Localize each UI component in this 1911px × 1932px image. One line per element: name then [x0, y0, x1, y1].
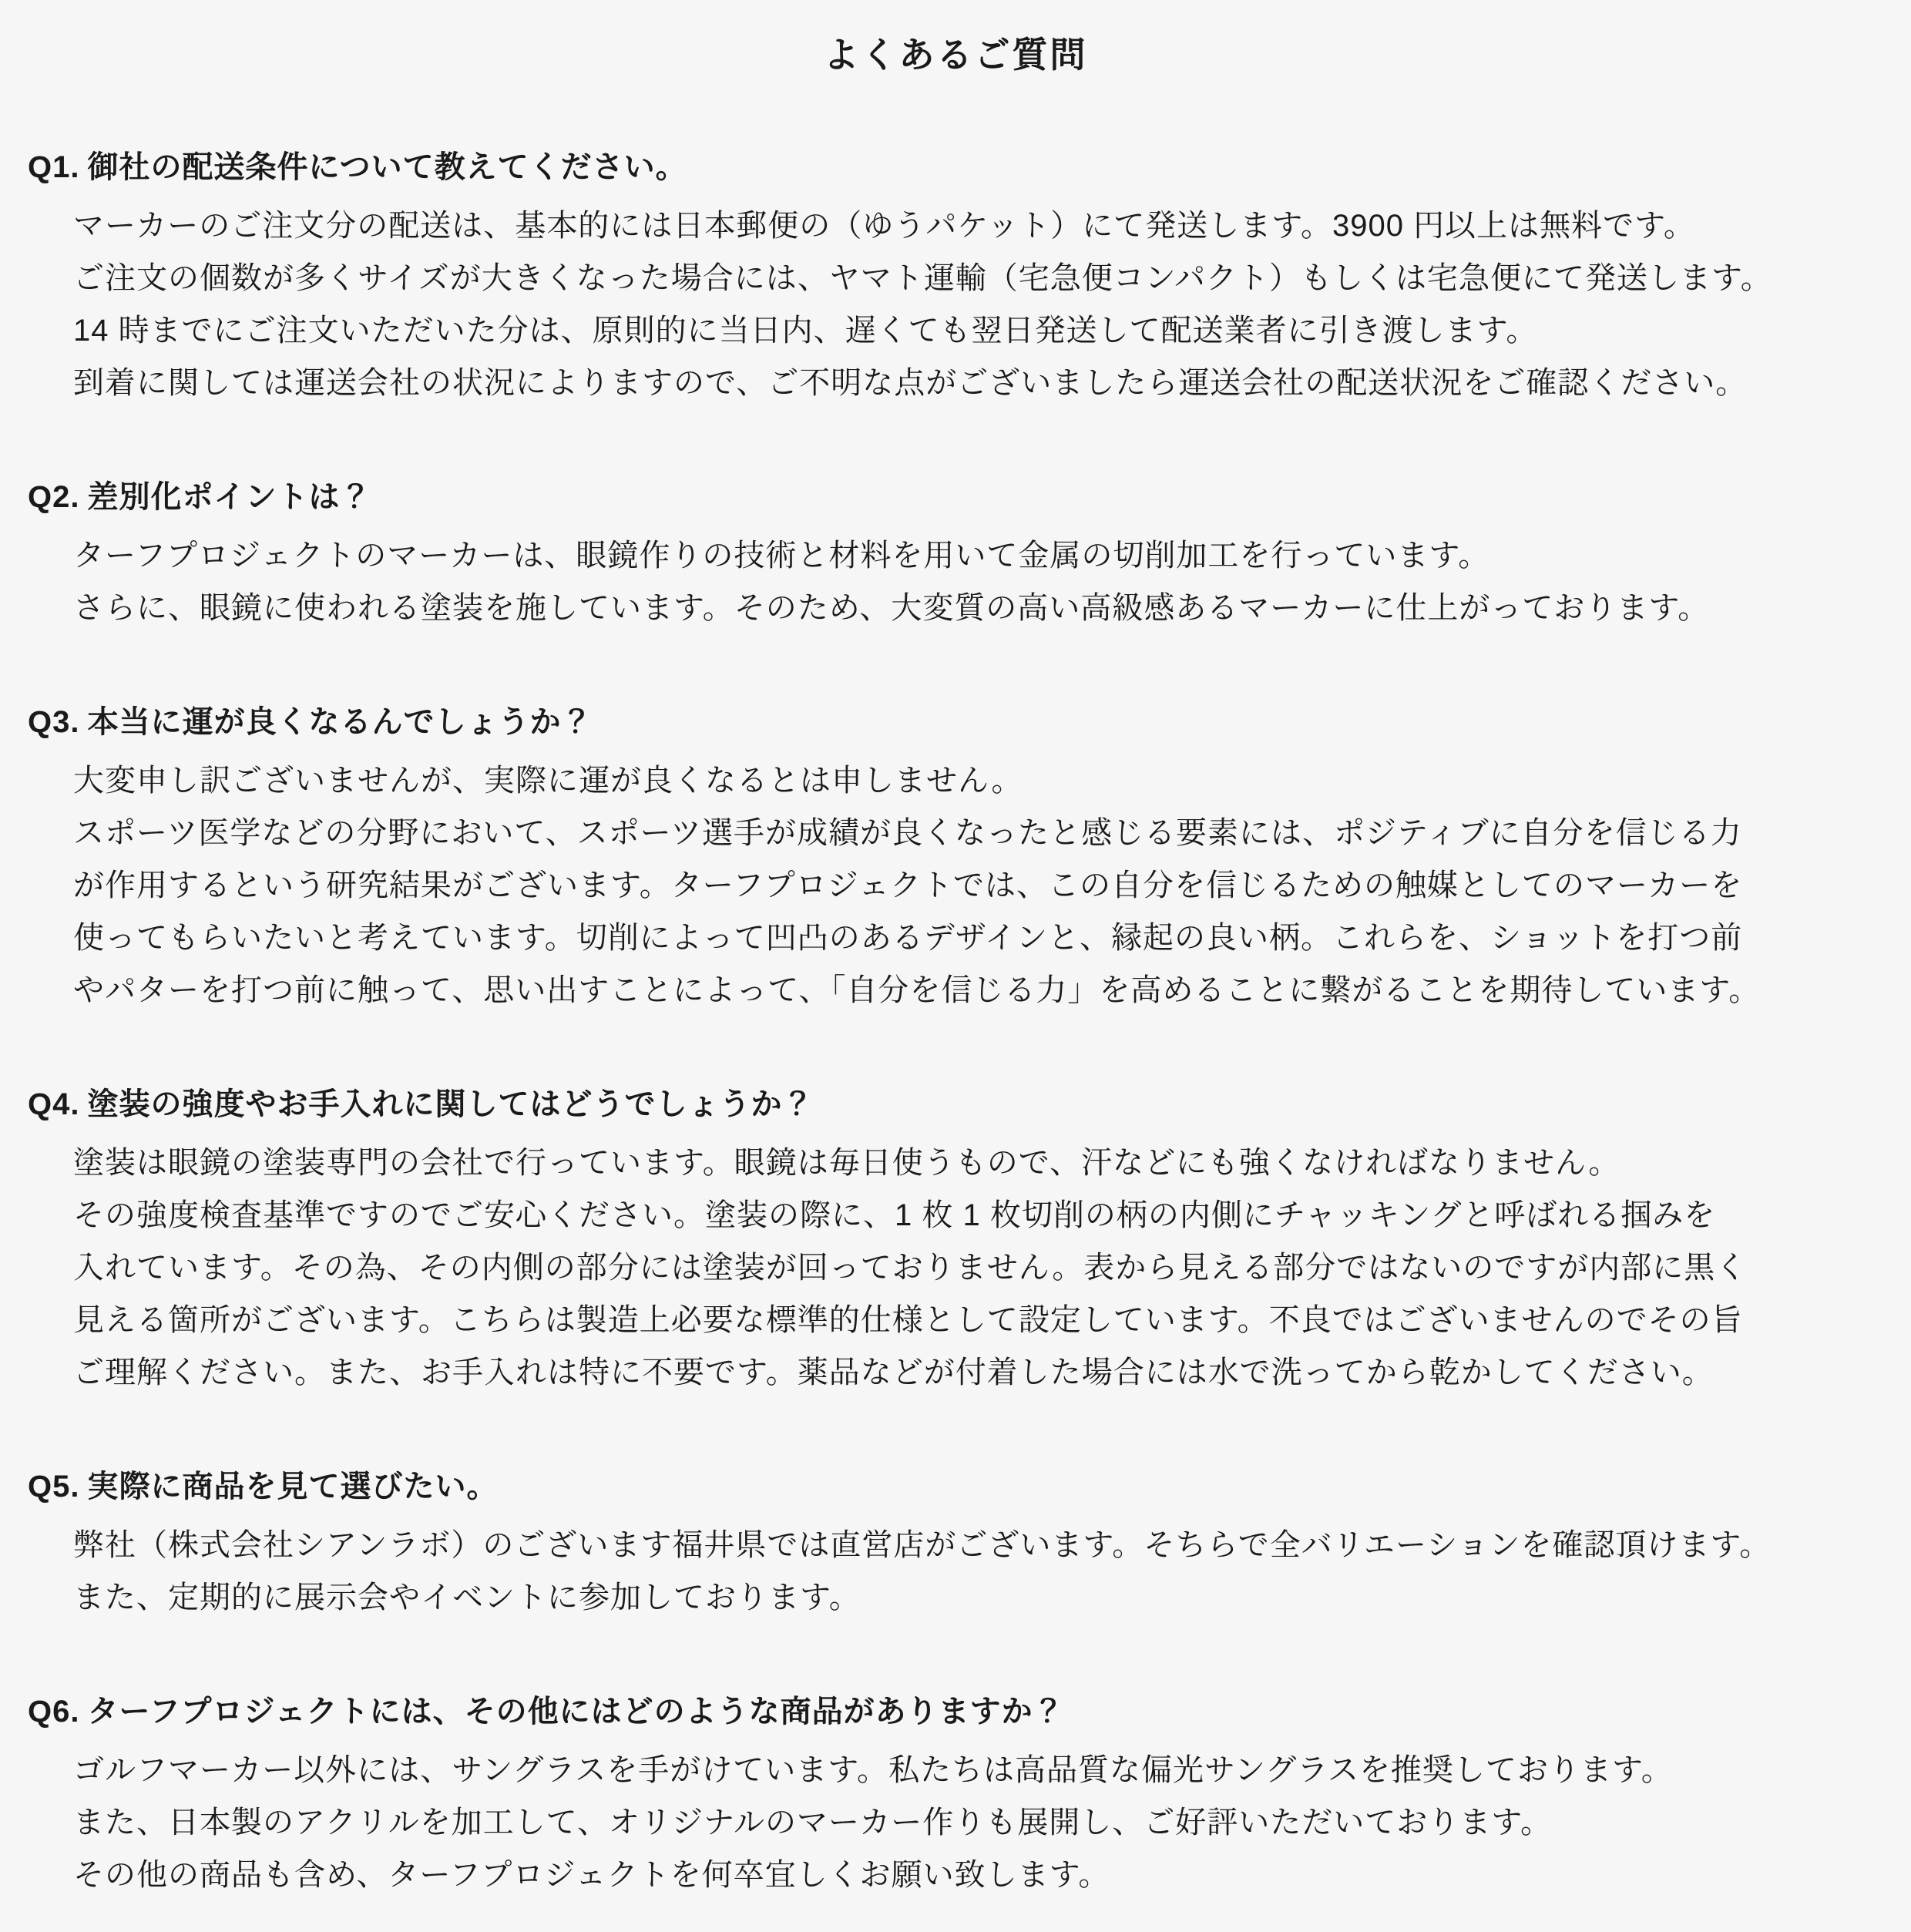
faq-question-text: 塗装の強度やお手入れに関してはどうでしょうか？ — [87, 1087, 814, 1121]
faq-item — [28, 1465, 1883, 1624]
faq-answer-line: 弊社（株式会社シアンラボ）のございます福井県では直営店がございます。そちらで全バリエーションを確認頂けます。 — [73, 1527, 1772, 1562]
faq-answer-line: その強度検査基準ですのでご安心ください。塗装の際に、1 枚 1 枚切削の柄の内側にチャッキングと呼ばれる掴みを — [73, 1198, 1716, 1232]
faq-question-text: 差別化ポイントは？ — [87, 479, 372, 514]
faq-question — [28, 1083, 1883, 1126]
faq-question — [28, 475, 1883, 519]
faq-question-number: Q2. — [28, 479, 80, 514]
faq-question-number: Q3. — [28, 704, 80, 739]
faq-answer-line: また、定期的に展示会やイベントに参加しております。 — [73, 1580, 861, 1614]
faq-question — [28, 1690, 1883, 1733]
faq-item — [28, 701, 1883, 1016]
faq-answer-line: 使ってもらいたいと考えています。切削によって凹凸のあるデザインと、縁起の良い柄。これらを、ショットを打つ前 — [73, 920, 1743, 955]
faq-answer — [73, 1519, 1883, 1624]
faq-question-number: Q4. — [28, 1087, 80, 1121]
faq-item — [28, 1690, 1883, 1901]
faq-answer-line: 塗装は眼鏡の塗装専門の会社で行っています。眼鏡は毎日使うもので、汗などにも強くなければなりません。 — [73, 1145, 1620, 1180]
faq-answer — [73, 754, 1883, 1016]
faq-question-text: 実際に商品を見て選びたい。 — [87, 1469, 499, 1504]
faq-answer — [73, 529, 1883, 634]
faq-answer-line: 到着に関しては運送会社の状況によりますので、ご不明な点がございましたら運送会社の配送状況をご確認ください。 — [73, 365, 1748, 400]
faq-question-text: ターフプロジェクトには、その他にはどのような商品がありますか？ — [87, 1694, 1065, 1729]
faq-answer-line: やパターを打つ前に触って、思い出すことによって、「自分を信じる力」を高めることに繋がることを期待しています。 — [73, 973, 1761, 1007]
faq-answer-line: 大変申し訳ございませんが、実際に運が良くなるとは申しません。 — [73, 763, 1023, 798]
faq-answer-line: スポーツ医学などの分野において、スポーツ選手が成績が良くなったと感じる要素には、ポジティブに自分を信じる力 — [73, 815, 1742, 850]
faq-question-number: Q6. — [28, 1694, 80, 1729]
faq-list — [28, 146, 1883, 1901]
faq-answer-line: ターフプロジェクトのマーカーは、眼鏡作りの技術と材料を用いて金属の切削加工を行っています。 — [73, 538, 1490, 573]
faq-answer-line: さらに、眼鏡に使われる塗装を施しています。そのため、大変質の高い高級感あるマーカーに仕上がっております。 — [73, 590, 1710, 625]
faq-item — [28, 475, 1883, 634]
faq-question-text: 本当に運が良くなるんでしょうか？ — [87, 704, 593, 739]
faq-answer — [73, 1137, 1883, 1399]
faq-answer — [73, 1744, 1883, 1901]
faq-answer-line: ご理解ください。また、お手入れは特に不要です。薬品などが付着した場合には水で洗ってから乾かしてください。 — [73, 1355, 1714, 1389]
faq-answer-line: また、日本製のアクリルを加工して、オリジナルのマーカー作りも展開し、ご好評いただいております。 — [73, 1805, 1552, 1840]
faq-answer — [73, 200, 1883, 409]
faq-answer-line: 14 時までにご注文いただいた分は、原則的に当日内、遅くても翌日発送して配送業者に引き渡します。 — [73, 313, 1538, 348]
faq-item — [28, 146, 1883, 409]
faq-question-text: 御社の配送条件について教えてください。 — [87, 150, 687, 184]
faq-answer-line: ご注文の個数が多くサイズが大きくなった場合には、ヤマト運輸（宅急便コンパクト）もしくは宅急便にて発送します。 — [73, 260, 1772, 295]
faq-answer-line: 入れています。その為、その内側の部分には塗装が回っておりません。表から見える部分ではないのですが内部に黒く — [73, 1250, 1748, 1285]
faq-question-number: Q5. — [28, 1469, 80, 1504]
page-title: よくあるご質問 — [823, 35, 1088, 75]
faq-question — [28, 701, 1883, 744]
faq-answer-line: 見える箇所がございます。こちらは製造上必要な標準的仕様として設定しています。不良ではございませんのでその旨 — [73, 1302, 1743, 1337]
faq-question — [28, 1465, 1883, 1508]
faq-answer-line: その他の商品も含め、ターフプロジェクトを何卒宜しくお願い致します。 — [73, 1857, 1110, 1892]
faq-answer-line: ゴルフマーカー以外には、サングラスを手がけています。私たちは高品質な偏光サングラスを推奨しております。 — [73, 1752, 1673, 1787]
faq-item — [28, 1083, 1883, 1399]
faq-question — [28, 146, 1883, 189]
faq-answer-line: マーカーのご注文分の配送は、基本的には日本郵便の（ゆうパケット）にて発送します。3900 円以上は無料です。 — [73, 208, 1695, 243]
faq-answer-line: が作用するという研究結果がございます。ターフプロジェクトでは、この自分を信じるための触媒としてのマーカーを — [73, 868, 1743, 902]
faq-question-number: Q1. — [28, 150, 80, 184]
